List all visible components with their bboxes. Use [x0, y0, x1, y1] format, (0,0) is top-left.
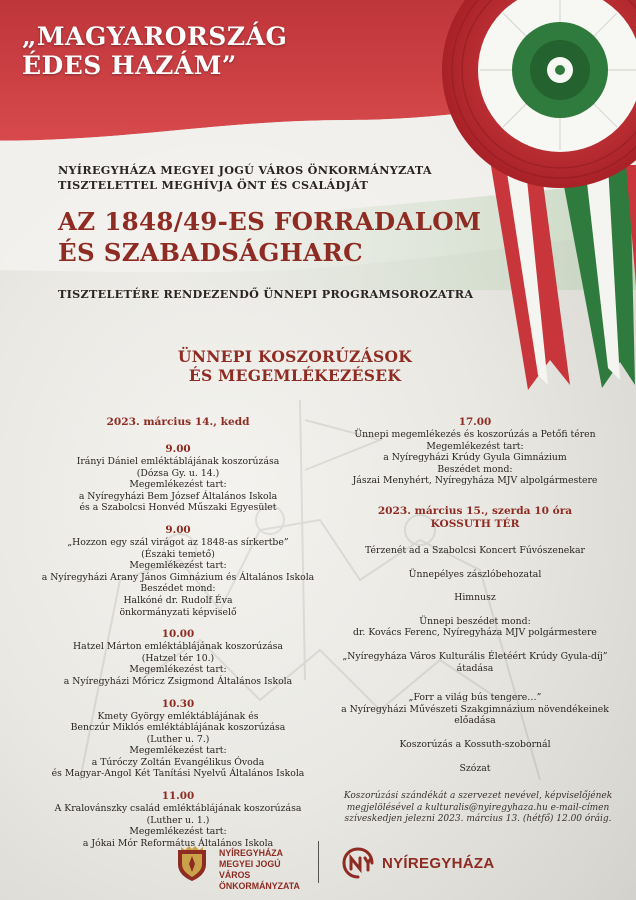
event-line: (Hatzel tér 10.): [141, 652, 215, 664]
event-line: (Luther u. 7.): [146, 733, 210, 745]
event-line: a Nyíregyházi Bem József Általános Iskola: [78, 490, 278, 502]
event-time: 10.00: [161, 628, 195, 641]
event-date: 2023. március 15., szerda 10 óra: [377, 504, 573, 517]
municipality-name-line: NYÍREGYHÁZA: [219, 848, 284, 858]
program-line: előadása: [454, 715, 496, 727]
program-item: [330, 739, 620, 751]
note-line: megjelölésével a kulturalis@nyiregyhaza.hu e-mail-címen: [346, 802, 610, 813]
event-line: Megemlékezést tart:: [129, 560, 227, 572]
event-line: a Túróczy Zoltán Evangélikus Óvoda: [91, 756, 265, 768]
event-line: Kmety György emléktáblájának és: [97, 710, 259, 722]
event-line: Benczúr Miklós emléktáblájának koszorúzása: [70, 722, 286, 734]
event-line: a Nyíregyházi Krúdy Gyula Gimnázium: [383, 452, 567, 464]
municipality-name-line: ÖNKORMÁNYZATA: [219, 881, 300, 891]
event-line: A Kralovánszky család emléktáblájának koszorúzása: [54, 803, 302, 815]
event-item: [28, 443, 328, 514]
program-item: [330, 763, 620, 775]
event-item: [330, 416, 620, 487]
invitation-line: NYÍREGYHÁZA MEGYEI JOGÚ VÁROS ÖNKORMÁNYZATA: [58, 163, 432, 177]
section-title: [150, 347, 440, 385]
event-line: Irányi Dániel emléktáblájának koszorúzása: [76, 456, 280, 467]
main-title: [58, 206, 481, 268]
poster-title-line: ÉDES HAZÁM”: [22, 51, 237, 80]
subtitle: TISZTELETÉRE RENDEZENDŐ ÜNNEPI PROGRAMSOROZATRA: [58, 287, 474, 301]
program-line: Himnusz: [454, 592, 496, 604]
event-line: (Dózsa Gy. u. 14.): [136, 467, 220, 479]
event-item: [28, 524, 328, 618]
event-line: Megemlékezést tart:: [129, 479, 227, 491]
main-title-line: AZ 1848/49-ES FORRADALOM: [58, 207, 482, 236]
event-line: „Hozzon egy szál virágot az 1848-as sírkertbe”: [67, 536, 289, 548]
program-line: Ünnepélyes zászlóbehozatal: [408, 568, 542, 580]
footer-divider: [318, 841, 319, 883]
city-brand-logo: [340, 846, 495, 880]
event-line: a Nyíregyházi Móricz Zsigmond Általános Iskola: [63, 675, 293, 687]
event-line: Megemlékezést tart:: [129, 826, 227, 838]
event-line: Hatzel Márton emléktáblájának koszorúzása: [73, 641, 283, 653]
program-line: átadása: [456, 662, 494, 674]
event-line: Halkóné dr. Rudolf Éva: [123, 594, 233, 606]
event-line: (Luther u. 1.): [146, 814, 210, 826]
event-line: (Északi temető): [141, 548, 215, 560]
event-line: a Nyíregyházi Arany János Gimnázium és Általános Iskola: [41, 571, 315, 583]
event-line: önkormányzati képviselő: [119, 606, 237, 618]
program-line: Ünnepi beszédet mond:: [419, 615, 531, 627]
municipality-name-line: MEGYEI JOGÚ VÁROS: [219, 859, 281, 880]
event-line: Megemlékezést tart:: [426, 440, 524, 452]
municipality-name: [219, 848, 313, 892]
program-line: „Nyíregyháza Város Kulturális Életéért Krúdy Gyula-díj”: [342, 650, 608, 662]
event-date: 2023. március 14., kedd: [106, 416, 250, 428]
event-line: a Jókai Mór Református Általános Iskola: [82, 837, 274, 849]
event-line: Megemlékezést tart:: [129, 664, 227, 676]
coat-of-arms-icon: [173, 844, 211, 882]
municipality-logo: [173, 844, 313, 891]
invitation-text: [58, 163, 432, 193]
program-item: [330, 651, 620, 674]
section-title-line: ÉS MEGEMLÉKEZÉSEK: [188, 366, 402, 385]
event-line: és Magyar-Angol Két Tanítási Nyelvű Általános Iskola: [51, 768, 305, 780]
invitation-line: TISZTELETTEL MEGHÍVJA ÖNT ÉS CSALÁDJÁT: [58, 178, 369, 192]
event-line: Beszédet mond:: [140, 583, 216, 595]
event-time: 9.00: [165, 523, 191, 536]
event-time: 17.00: [458, 416, 492, 428]
event-line: Ünnepi megemlékezés és koszorúzás a Petőfi téren: [354, 429, 596, 440]
program-line: Koszorúzás a Kossuth-szobornál: [399, 738, 551, 750]
registration-note: [333, 791, 623, 826]
note-line: Koszorúzási szándékát a szervezet nevével, képviselőjének: [343, 791, 613, 801]
city-brand-name: NYÍREGYHÁZA: [382, 855, 495, 872]
event-time: 10.30: [161, 697, 195, 710]
main-title-line: ÉS SZABADSÁGHARC: [58, 238, 363, 267]
program-line: a Nyíregyházi Művészeti Szakgimnázium növendékeinek: [341, 703, 609, 715]
program-item: [330, 592, 620, 604]
event-item: [28, 790, 328, 849]
cockade-icon: [430, 0, 636, 400]
program-line: Szózat: [459, 762, 491, 774]
program-item: [330, 545, 620, 557]
program-line: „Forr a világ bús tengere…”: [408, 692, 542, 704]
event-time: 9.00: [165, 443, 191, 455]
program-line: Térzenét ad a Szabolcsi Koncert Fúvószenekar: [365, 544, 585, 556]
program-item: [330, 692, 620, 727]
event-line: Megemlékezést tart:: [129, 745, 227, 757]
program-item: [330, 569, 620, 581]
program-line: dr. Kovács Ferenc, Nyíregyháza MJV polgármestere: [353, 627, 597, 639]
event-line: Jászai Menyhért, Nyíregyháza MJV alpolgármestere: [352, 475, 598, 487]
nyiregyhaza-logo-icon: [340, 846, 376, 880]
event-location: KOSSUTH TÉR: [430, 517, 520, 530]
poster-title: [22, 22, 287, 80]
event-line: Beszédet mond:: [437, 463, 513, 475]
poster-title-line: „MAGYARORSZÁG: [22, 22, 288, 51]
right-column: [330, 416, 620, 774]
event-item: [28, 628, 328, 687]
event-item: [28, 698, 328, 781]
event-time: 11.00: [161, 790, 195, 803]
note-line: szíveskedjen jelezni 2023. március 13. (hétfő) 12.00 óráig.: [344, 814, 612, 824]
program-item: [330, 616, 620, 639]
event-line: és a Szabolcsi Honvéd Műszaki Egyesület: [79, 502, 277, 514]
left-column: [28, 416, 328, 849]
section-title-line: ÜNNEPI KOSZORÚZÁSOK: [177, 347, 413, 366]
